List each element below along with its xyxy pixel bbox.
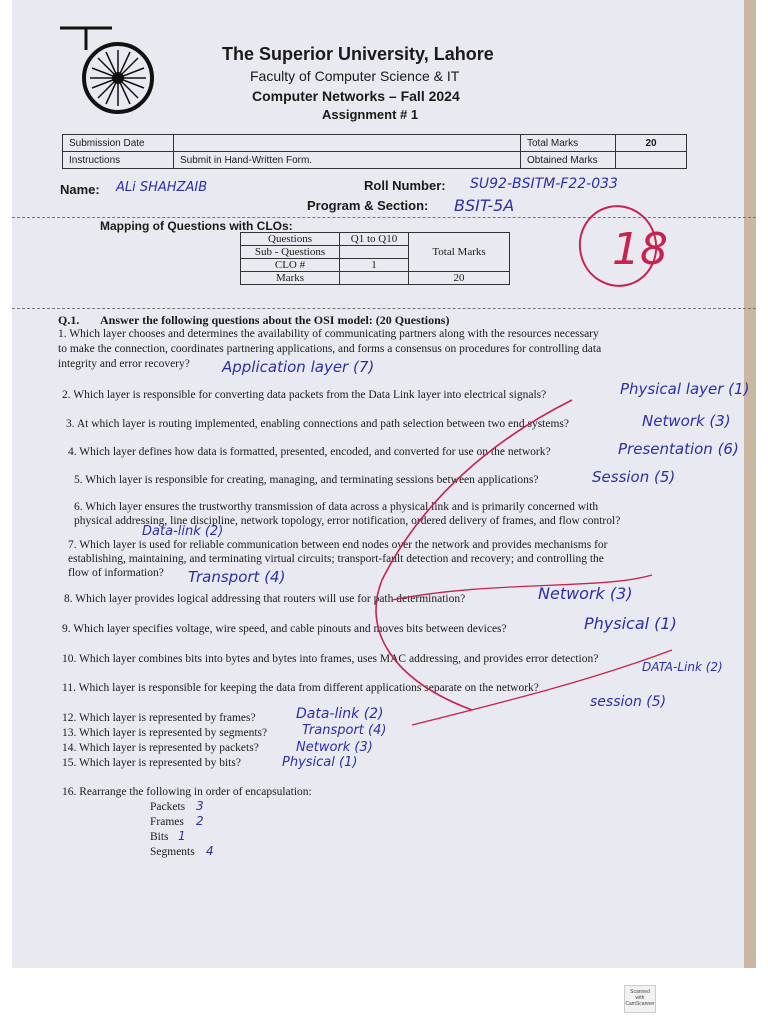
submission-info-table [62, 134, 687, 169]
divider [12, 308, 756, 309]
mapping-title: Mapping of Questions with CLOs: [100, 219, 293, 233]
answer-text: DATA-Link (2) [642, 660, 723, 674]
clo-marks-value: 20 [409, 272, 510, 285]
submission-date-value [174, 135, 521, 152]
clo-row-clo: CLO # [241, 259, 340, 272]
answer-text: session (5) [590, 694, 667, 710]
encapsulation-item: Frames [150, 816, 184, 828]
program-section-label: Program & Section: [307, 198, 429, 213]
obtained-marks-label: Obtained Marks [521, 152, 616, 169]
encapsulation-answer: 3 [196, 799, 204, 813]
question-item: 4. Which layer defines how data is formatted, presented, encoded, and converted for use on the network? [68, 446, 551, 458]
clo-value: 1 [340, 259, 409, 272]
name-label: Name: [60, 182, 100, 197]
clo-mapping-table [240, 232, 510, 285]
answer-text: Transport (4) [302, 723, 387, 738]
answer-text: Data-link (2) [142, 524, 224, 539]
grader-tick-marks [272, 380, 692, 740]
question-item: 12. Which layer is represented by frames? [62, 712, 256, 724]
question-item: 9. Which layer specifies voltage, wire speed, and cable pinouts and moves bits between devices? [62, 623, 507, 635]
clo-q-range: Q1 to Q10 [340, 233, 409, 246]
assignment-title: Assignment # 1 [322, 107, 419, 122]
question-line: integrity and error recovery? [58, 358, 190, 370]
answer-text: Transport (4) [188, 568, 286, 586]
question-line: 6. Which layer ensures the trustworthy transmission of data across a physical link and is primarily concerned with [74, 501, 599, 513]
question-item: 16. Rearrange the following in order of encapsulation: [62, 786, 312, 798]
encapsulation-item: Segments [150, 846, 195, 858]
encapsulation-item: Bits [150, 831, 169, 843]
q1-number: Q.1. [58, 313, 80, 327]
university-title: The Superior University, Lahore [222, 44, 494, 64]
university-logo [56, 22, 166, 122]
answer-text: Network (3) [642, 412, 731, 430]
question-item: 5. Which layer is responsible for creating, managing, and terminating sessions between applications? [74, 474, 539, 486]
question-item: 3. At which layer is routing implemented, enabling connections and path selection between two end systems? [66, 418, 570, 430]
roll-number-value: SU92-BSITM-F22-033 [470, 176, 618, 192]
clo-total-label: Total Marks [409, 233, 510, 272]
camscanner-logo [624, 985, 656, 1013]
roll-number-label: Roll Number: [364, 178, 446, 193]
paper-sheet [12, 0, 756, 968]
clo-row-questions: Questions [241, 233, 340, 246]
answer-text: Physical (1) [584, 614, 677, 633]
answer-text: Network (3) [538, 584, 633, 603]
faculty-title: Faculty of Computer Science & IT [250, 68, 460, 84]
name-value: ALi SHAHZAIB [116, 180, 208, 195]
answer-text: Network (3) [296, 740, 373, 755]
answer-text: Physical (1) [282, 755, 358, 770]
clo-row-marks: Marks [241, 272, 340, 285]
answer-text: Application layer (7) [222, 358, 375, 376]
answer-text: Data-link (2) [296, 706, 384, 722]
clo-row-subquestions: Sub - Questions [241, 246, 340, 259]
question-line: flow of information? [68, 567, 164, 579]
question-line: 7. Which layer is used for reliable communication between end nodes over the network and provides mechanisms for [68, 539, 608, 551]
program-section-value: BSIT-5A [454, 196, 515, 215]
clo-marks-empty [340, 272, 409, 285]
encapsulation-item: Packets [150, 801, 186, 813]
question-item: 15. Which layer is represented by bits? [62, 757, 241, 769]
clo-sub-value [340, 246, 409, 259]
answer-text: Session (5) [592, 468, 676, 486]
instructions-value: Submit in Hand-Written Form. [174, 152, 521, 169]
question-item: 8. Which layer provides logical addressing that routers will use for path determination? [64, 593, 466, 605]
grade-mark: 18 [612, 224, 668, 275]
question-line: to make the connection, coordinates partnering applications, and forms a consensus on procedures for controlling data [58, 343, 602, 355]
encapsulation-answer: 4 [206, 844, 214, 858]
question-line: physical addressing, line discipline, network topology, error notification, ordered delivery of frames, and flow control? [74, 515, 621, 527]
grade-circle [572, 200, 662, 290]
course-title: Computer Networks – Fall 2024 [252, 88, 460, 104]
question-item: 14. Which layer is represented by packets? [62, 742, 259, 754]
question-item: 2. Which layer is responsible for converting data packets from the Data Link layer into electrical signals? [62, 389, 547, 401]
question-line: 1. Which layer chooses and determines the availability of communicating partners along with the resources necessary [58, 328, 599, 340]
encapsulation-answer: 2 [196, 814, 204, 828]
question-item: 13. Which layer is represented by segments? [62, 727, 268, 739]
encapsulation-answer: 1 [178, 829, 186, 843]
q1-heading: Answer the following questions about the OSI model: (20 Questions) [100, 313, 450, 327]
instructions-label: Instructions [63, 152, 174, 169]
question-line: establishing, maintaining, and terminating virtual circuits; transport-fault detection and recovery; and controlling the [68, 553, 604, 565]
obtained-marks-value [616, 152, 687, 169]
scanner-text: Scanned with CamScanner [625, 989, 655, 1007]
question-item: 11. Which layer is responsible for keeping the data from different applications separate on the network? [62, 682, 539, 694]
paper-edge [744, 0, 756, 968]
answer-text: Physical layer (1) [620, 380, 750, 398]
total-marks-value: 20 [616, 135, 687, 152]
submission-date-label: Submission Date [63, 135, 174, 152]
total-marks-label: Total Marks [521, 135, 616, 152]
answer-text: Presentation (6) [618, 440, 739, 458]
question-item: 10. Which layer combines bits into bytes and bytes into frames, uses MAC addressing, and provides error detection? [62, 653, 599, 665]
